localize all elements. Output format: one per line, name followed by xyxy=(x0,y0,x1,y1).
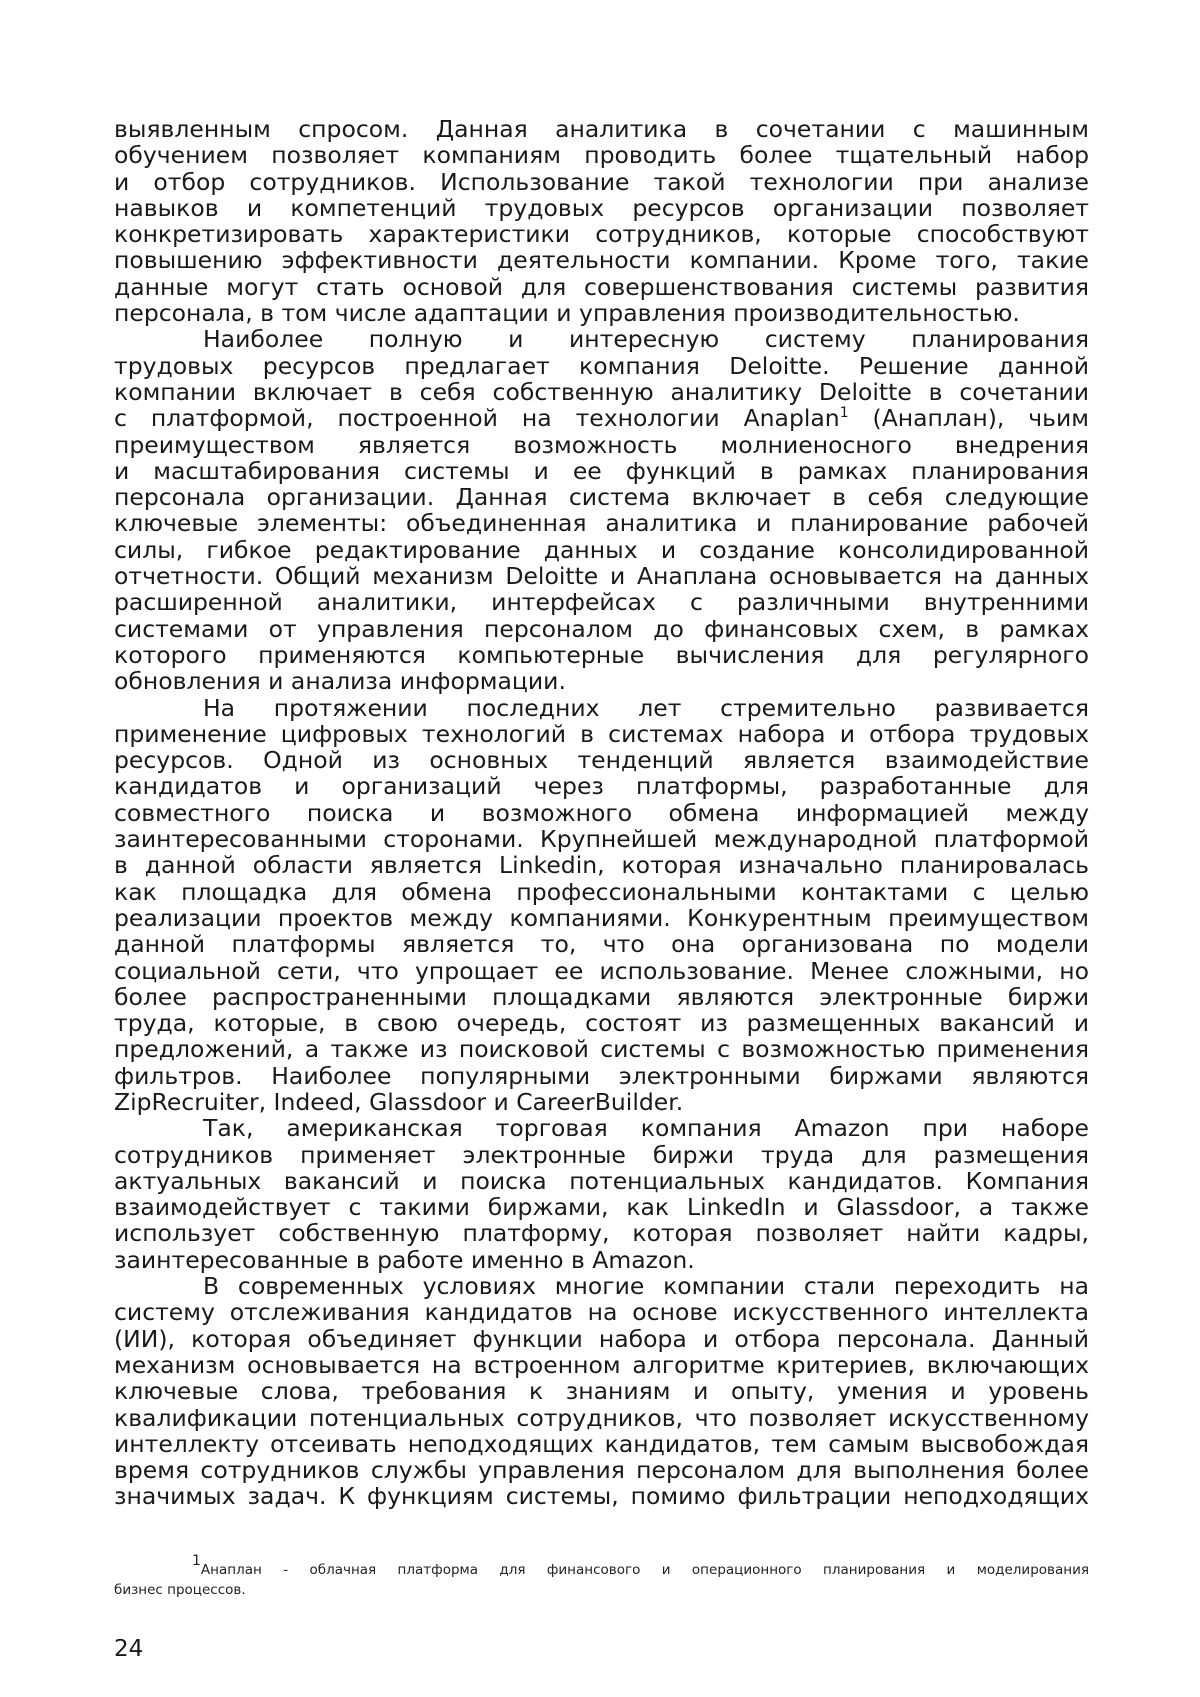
body-line: компании включает в себя собственную аналитику Deloitte в сочетании xyxy=(114,378,1089,406)
body-line: ресурсов. Одной из основных тенденций является взаимодействие xyxy=(114,747,1089,774)
body-line: ключевые слова, требования к знаниям и опыту, умения и уровень xyxy=(114,1378,1089,1405)
body-line: систему отслеживания кандидатов на основе искусственного интеллекта xyxy=(114,1299,1089,1326)
body-line: отчетности. Общий механизм Deloitte и Анаплана основывается на данных xyxy=(114,563,1089,590)
body-line: интеллекту отсеивать неподходящих кандидатов, тем самым высвобождая xyxy=(114,1430,1089,1458)
body-line: силы, гибкое редактирование данных и создание консолидированной xyxy=(114,536,1089,564)
body-line: обновления и анализа информации. xyxy=(114,668,566,695)
body-line: преимуществом является возможность молниеносного внедрения xyxy=(114,431,1089,458)
paragraph-first-line: Так, американская торговая компания Amazon при наборе xyxy=(203,1115,1089,1142)
page-number: 24 xyxy=(114,1636,144,1662)
body-line-text: с платформой, построенной на технологии Anaplan xyxy=(114,405,840,432)
body-line: актуальных вакансий и поиска потенциальных кандидатов. Компания xyxy=(114,1167,1089,1195)
paragraph-first-line: На протяжении последних лет стремительно развивается xyxy=(203,694,1089,721)
body-line: квалификации потенциальных сотрудников, что позволяет искусственному xyxy=(114,1404,1089,1431)
body-line: персонала, в том числе адаптации и управления производительностью. xyxy=(114,300,1020,327)
body-line: системами от управления персоналом до финансовых схем, в рамках xyxy=(114,615,1089,642)
body-line: данной платформы является то, что она организована по модели xyxy=(114,931,1089,958)
footnote-text: Анаплан - облачная платформа для финансового и операционного планирования и моделирования xyxy=(200,1562,1089,1578)
paragraph-first-line: Наиболее полную и интересную систему планирования xyxy=(203,326,1089,353)
body-line: социальной сети, что упрощает ее использование. Менее сложными, но xyxy=(114,957,1089,984)
body-line: ключевые элементы: объединенная аналитика и планирование рабочей xyxy=(114,510,1089,537)
body-line: повышению эффективности деятельности компании. Кроме того, такие xyxy=(114,247,1089,274)
body-line: расширенной аналитики, интерфейсах с различными внутренними xyxy=(114,589,1089,616)
body-line: более распространенными площадками являются электронные биржи xyxy=(114,983,1089,1011)
body-line: использует собственную платформу, которая позволяет найти кадры, xyxy=(114,1220,1089,1247)
body-line: сотрудников применяет электронные биржи труда для размещения xyxy=(114,1141,1089,1168)
body-line: применение цифровых технологий в системах набора и отбора трудовых xyxy=(114,720,1089,748)
body-line: обучением позволяет компаниям проводить более тщательный набор xyxy=(114,142,1089,169)
body-line: данные могут стать основой для совершенствования системы развития xyxy=(114,273,1089,301)
body-line: время сотрудников службы управления персоналом для выполнения более xyxy=(114,1457,1089,1484)
footnote xyxy=(114,1553,1089,1600)
body-line-text: (Анаплан), чьим xyxy=(848,405,1089,432)
body-line-with-footnote xyxy=(114,405,1089,431)
body-line: (ИИ), которая объединяет функции набора и отбора персонала. Данный xyxy=(114,1325,1089,1352)
body-line: заинтересованные в работе именно в Amazon. xyxy=(114,1246,695,1274)
body-line: персонала организации. Данная система включает в себя следующие xyxy=(114,484,1089,511)
body-line: ZipRecruiter, Indeed, Glassdoor и CareerBuilder. xyxy=(114,1088,684,1116)
footnote-mark: 1 xyxy=(192,1553,201,1569)
body-line: механизм основывается на встроенном алгоритме критериев, включающих xyxy=(114,1351,1089,1379)
body-line: и масштабирования системы и ее функций в рамках планирования xyxy=(114,457,1089,485)
body-line: в данной области является Linkedin, которая изначально планировалась xyxy=(114,852,1089,879)
paragraph-first-line: В современных условиях многие компании стали переходить на xyxy=(203,1273,1089,1300)
body-line: выявленным спросом. Данная аналитика в сочетании с машинным xyxy=(114,116,1089,143)
body-line: значимых задач. К функциям системы, помимо фильтрации неподходящих xyxy=(114,1483,1089,1510)
body-line: и отбор сотрудников. Использование такой технологии при анализе xyxy=(114,168,1089,195)
body-line: заинтересованными сторонами. Крупнейшей международной платформой xyxy=(114,826,1089,853)
body-line: как площадка для обмена профессиональными контактами с целью xyxy=(114,878,1089,905)
body-line: кандидатов и организаций через платформы, разработанные для xyxy=(114,773,1089,800)
body-line: предложений, а также из поисковой системы с возможностью применения xyxy=(114,1036,1089,1063)
footnote-line: бизнес процессов. xyxy=(114,1582,246,1598)
body-line: конкретизировать характеристики сотрудников, которые способствуют xyxy=(114,221,1089,248)
body-line: взаимодействует с такими биржами, как LinkedIn и Glassdoor, а также xyxy=(114,1194,1089,1221)
body-line: трудовых ресурсов предлагает компания Deloitte. Решение данной xyxy=(114,352,1089,379)
body-line: труда, которые, в свою очередь, состоят из размещенных вакансий и xyxy=(114,1010,1089,1037)
body-line: реализации проектов между компаниями. Конкурентным преимуществом xyxy=(114,904,1089,932)
document-body xyxy=(114,116,1089,1510)
body-line: которого применяются компьютерные вычисления для регулярного xyxy=(114,641,1089,669)
body-line: навыков и компетенций трудовых ресурсов организации позволяет xyxy=(114,194,1089,222)
body-line: фильтров. Наиболее популярными электронными биржами являются xyxy=(114,1062,1089,1089)
footnote-reference: 1 xyxy=(839,405,849,422)
footnote-line xyxy=(114,1553,1089,1580)
body-line: совместного поиска и возможного обмена информацией между xyxy=(114,799,1089,827)
